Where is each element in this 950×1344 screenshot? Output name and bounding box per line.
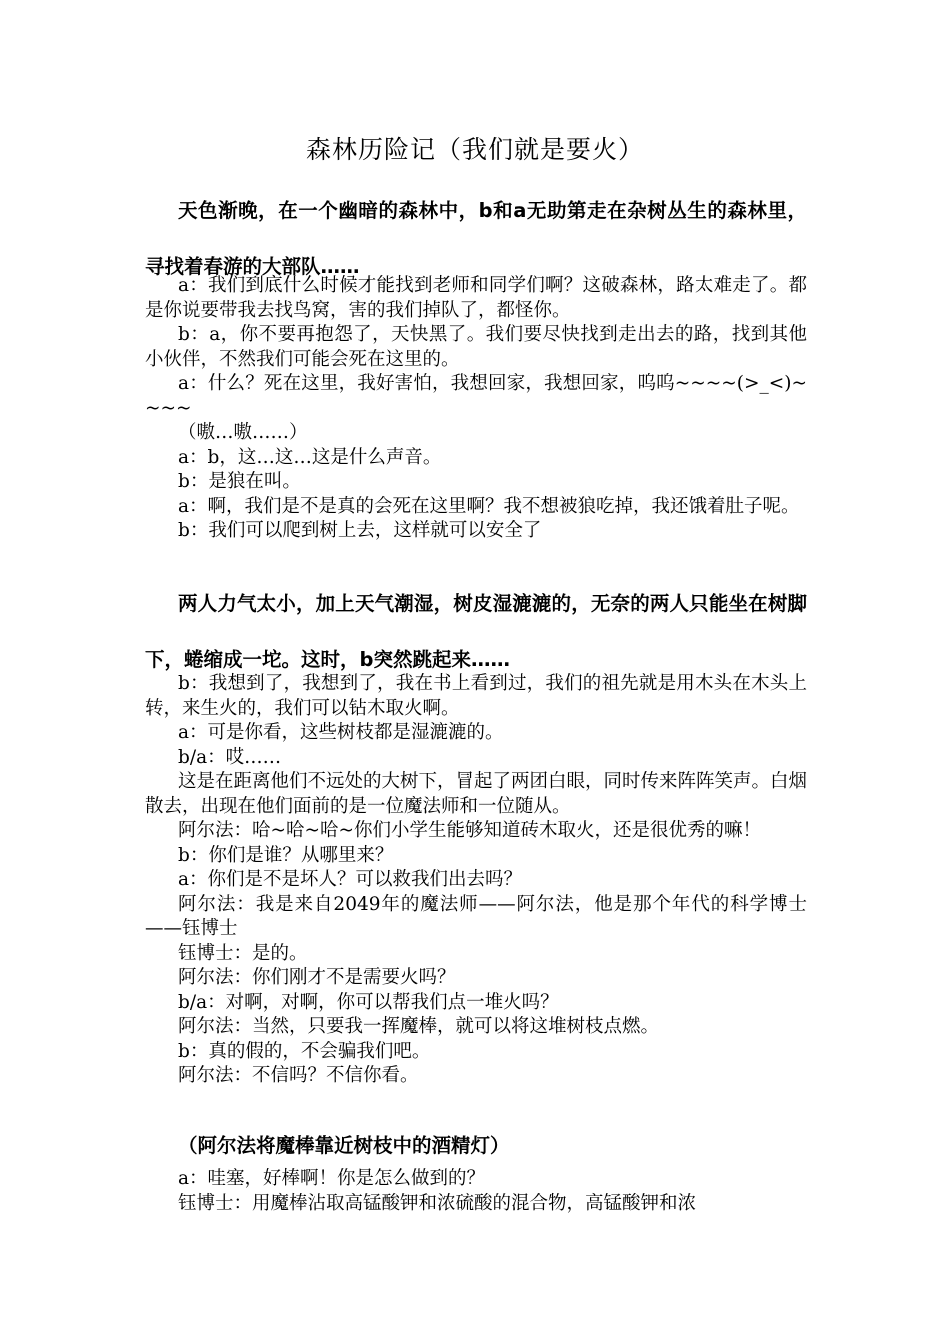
dialogue-line: a：啊，我们是不是真的会死在这里啊？我不想被狼吃掉，我还饿着肚子呢。 xyxy=(178,495,800,517)
dialogue-line: b：是狼在叫。 xyxy=(178,471,301,492)
dialogue-line: b：a，你不要再抱怨了，天快黑了。我们要尽快找到走出去的路，找到其他小伙伴，不然我们可能会死在这里的。 xyxy=(145,324,807,370)
stage-direction: （阿尔法将魔棒靠近树枝中的酒精灯） xyxy=(178,1134,510,1157)
dialogue-line: a：你们是不是坏人？可以救我们出去吗？ xyxy=(178,869,523,890)
dialogue-line: 钰博士：用魔棒沾取高锰酸钾和浓硫酸的混合物，高锰酸钾和浓 xyxy=(178,1192,697,1214)
dialogue-block-3 xyxy=(145,1167,807,1216)
dialogue-line: 阿尔法：你们刚才不是需要火吗？ xyxy=(178,967,456,988)
dialogue-line: a：哇塞，好棒啊！你是怎么做到的？ xyxy=(178,1168,486,1189)
dialogue-line: 阿尔法：不信吗？不信你看。 xyxy=(178,1065,419,1086)
dialogue-line: 阿尔法：当然，只要我一挥魔棒，就可以将这堆树枝点燃。 xyxy=(178,1016,660,1037)
dialogue-line: a：b，这…这…这是什么声音。 xyxy=(178,446,442,468)
dialogue-line: b：我想到了，我想到了，我在书上看到过，我们的祖先就是用木头在木头上转，来生火的，我们可以钻木取火啊。 xyxy=(145,673,807,719)
dialogue-block-2 xyxy=(145,672,807,1089)
dialogue-line: 钰博士：是的。 xyxy=(178,942,308,964)
narration-paragraph: 两人力气太小，加上天气潮湿，树皮湿漉漉的，无奈的两人只能坐在树脚下，蜷缩成一坨。这时，b突然跳起来…… xyxy=(145,592,807,671)
narration-paragraph: 天色渐晚，在一个幽暗的森林中，b和a无助第走在杂树丛生的森林里，寻找着春游的大部队…… xyxy=(145,199,807,278)
dialogue-line: a：我们到底什么时候才能找到老师和同学们啊？这破森林，路太难走了。都是你说要带我去找鸟窝，害的我们掉队了，都怪你。 xyxy=(145,275,807,321)
dialogue-line: b/a：对啊，对啊，你可以帮我们点一堆火吗？ xyxy=(178,991,559,1013)
dialogue-line: b：你们是谁？从哪里来？ xyxy=(178,844,394,866)
dialogue-line: 阿尔法：哈~哈~哈~你们小学生能够知道砖木取火，还是很优秀的嘛！ xyxy=(178,820,762,841)
dialogue-line: a：可是你看，这些树枝都是湿漉漉的。 xyxy=(178,722,504,743)
dialogue-block-1 xyxy=(145,274,807,544)
narration-block-3 xyxy=(145,1126,807,1166)
dialogue-line: 阿尔法：我是来自2049年的魔法师——阿尔法，他是那个年代的科学博士——钰博士 xyxy=(145,893,807,939)
dialogue-line: b/a：哎…… xyxy=(178,746,282,768)
narration-line: 这是在距离他们不远处的大树下，冒起了两团白眼，同时传来阵阵笑声。白烟散去，出现在他们面前的是一位魔法师和一位随从。 xyxy=(145,771,808,817)
dialogue-line: b：我们可以爬到树上去，这样就可以安全了 xyxy=(178,520,542,541)
stage-direction: （嗷…嗷……） xyxy=(178,422,308,443)
dialogue-line: a：什么？死在这里，我好害怕，我想回家，我想回家，呜呜~~~~(>_<)~~~~ xyxy=(145,373,807,419)
document-title: 森林历险记（我们就是要火） xyxy=(305,135,644,164)
dialogue-line: b：真的假的，不会骗我们吧。 xyxy=(178,1040,431,1062)
